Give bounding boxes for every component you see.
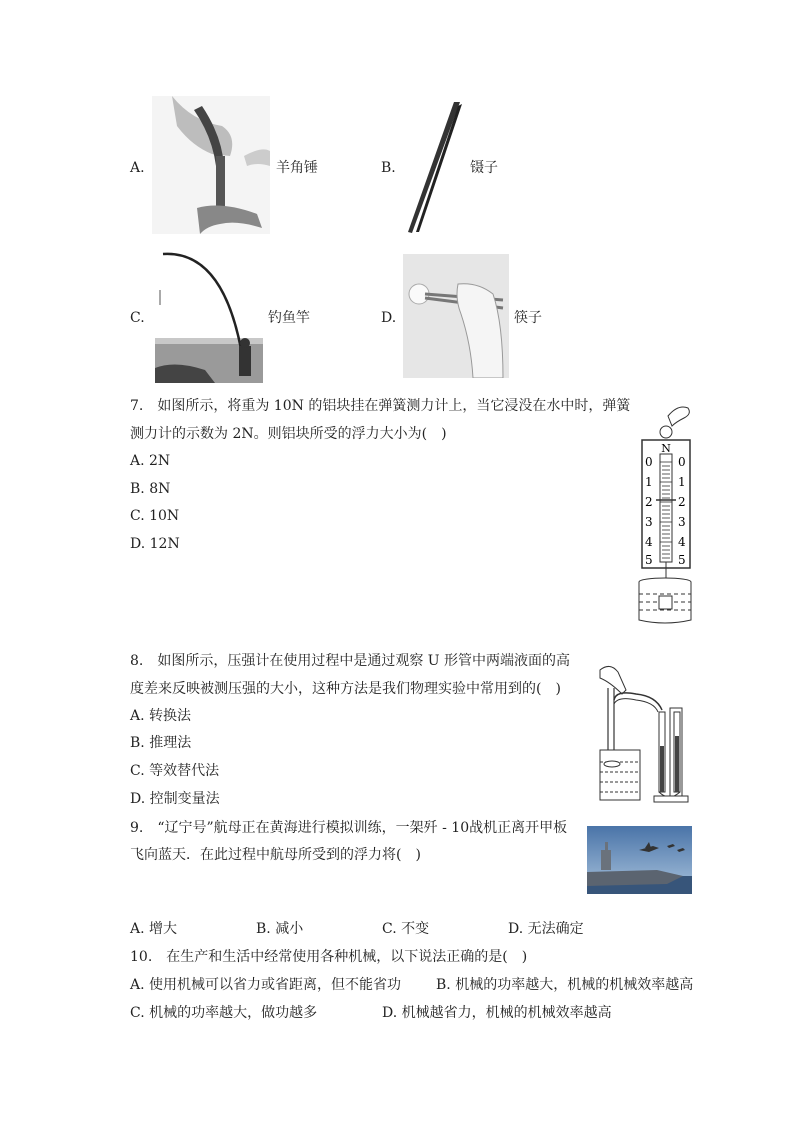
answer-option-b[interactable]: B. 8N bbox=[130, 481, 171, 497]
question-text: 10. 在生产和生活中经常使用各种机械，以下说法正确的是( ) bbox=[130, 949, 528, 965]
answer-option-a[interactable]: A. 转换法 bbox=[130, 708, 192, 724]
scale-left-1: 1 bbox=[645, 475, 653, 489]
answer-option-a[interactable]: A. 增大 bbox=[130, 921, 178, 937]
scale-unit: N bbox=[661, 442, 671, 455]
scale-right-5: 5 bbox=[678, 553, 686, 567]
spring-scale-figure bbox=[634, 402, 696, 626]
question-text: 度差来反映被测压强的大小，这种方法是我们物理实验中常用到的( ) bbox=[130, 681, 561, 697]
answer-option-d[interactable]: D. 控制变量法 bbox=[130, 791, 220, 807]
answer-option-c[interactable]: C. 等效替代法 bbox=[130, 763, 220, 779]
scale-right-3: 3 bbox=[678, 515, 686, 529]
answer-option-d[interactable]: D. 无法确定 bbox=[508, 921, 584, 937]
answer-option-c[interactable]: C. 机械的功率越大，做功越多 bbox=[130, 1005, 318, 1021]
answer-option-c[interactable]: C. 10N bbox=[130, 508, 180, 524]
answer-option-b[interactable]: B. 减小 bbox=[256, 921, 304, 937]
answer-option-c[interactable]: C. 不变 bbox=[382, 921, 430, 937]
question-text: 测力计的示数为 2N。则铝块所受的浮力大小为( ) bbox=[130, 426, 447, 442]
answer-option-a[interactable]: A. 2N bbox=[130, 453, 171, 469]
answer-option-d[interactable]: D. 12N bbox=[130, 536, 180, 552]
scale-right-4: 4 bbox=[678, 535, 686, 549]
option-label: 镊子 bbox=[470, 160, 498, 176]
option-letter: D. bbox=[381, 310, 397, 326]
scale-left-2: 2 bbox=[645, 495, 653, 509]
option-letter: A. bbox=[130, 160, 145, 176]
scale-left-5: 5 bbox=[645, 553, 653, 567]
option-label: 筷子 bbox=[514, 310, 542, 326]
pressure-gauge-figure bbox=[596, 660, 692, 806]
aircraft-carrier-photo bbox=[587, 826, 692, 894]
tweezers-photo bbox=[402, 100, 464, 234]
option-letter: C. bbox=[130, 310, 145, 326]
option-label: 钓鱼竿 bbox=[268, 310, 310, 326]
scale-right-2: 2 bbox=[678, 495, 686, 509]
question-text: 飞向蓝天．在此过程中航母所受到的浮力将( ) bbox=[130, 847, 421, 863]
scale-left-4: 4 bbox=[645, 535, 653, 549]
claw-hammer-photo bbox=[152, 96, 270, 234]
option-label: 羊角锤 bbox=[276, 160, 318, 176]
answer-option-a[interactable]: A. 使用机械可以省力或省距离，但不能省功 bbox=[130, 977, 402, 993]
answer-option-b[interactable]: B. 机械的功率越大，机械的机械效率越高 bbox=[436, 977, 694, 993]
answer-option-d[interactable]: D. 机械越省力，机械的机械效率越高 bbox=[382, 1005, 612, 1021]
question-text: 9. “辽宁号”航母正在黄海进行模拟训练，一架歼 - 10战机正离开甲板 bbox=[130, 820, 568, 836]
option-letter: B. bbox=[381, 160, 396, 176]
chopsticks-photo bbox=[403, 254, 509, 378]
question-text: 7. 如图所示，将重为 10N 的铝块挂在弹簧测力计上，当它浸没在水中时，弹簧 bbox=[130, 398, 631, 414]
answer-option-b[interactable]: B. 推理法 bbox=[130, 735, 192, 751]
question-text: 8. 如图所示，压强计在使用过程中是通过观察 U 形管中两端液面的高 bbox=[130, 653, 571, 669]
scale-right-1: 1 bbox=[678, 475, 686, 489]
scale-right-0: 0 bbox=[678, 455, 686, 469]
scale-left-3: 3 bbox=[645, 515, 653, 529]
scale-left-0: 0 bbox=[645, 455, 653, 469]
fishing-rod-photo bbox=[155, 250, 263, 383]
